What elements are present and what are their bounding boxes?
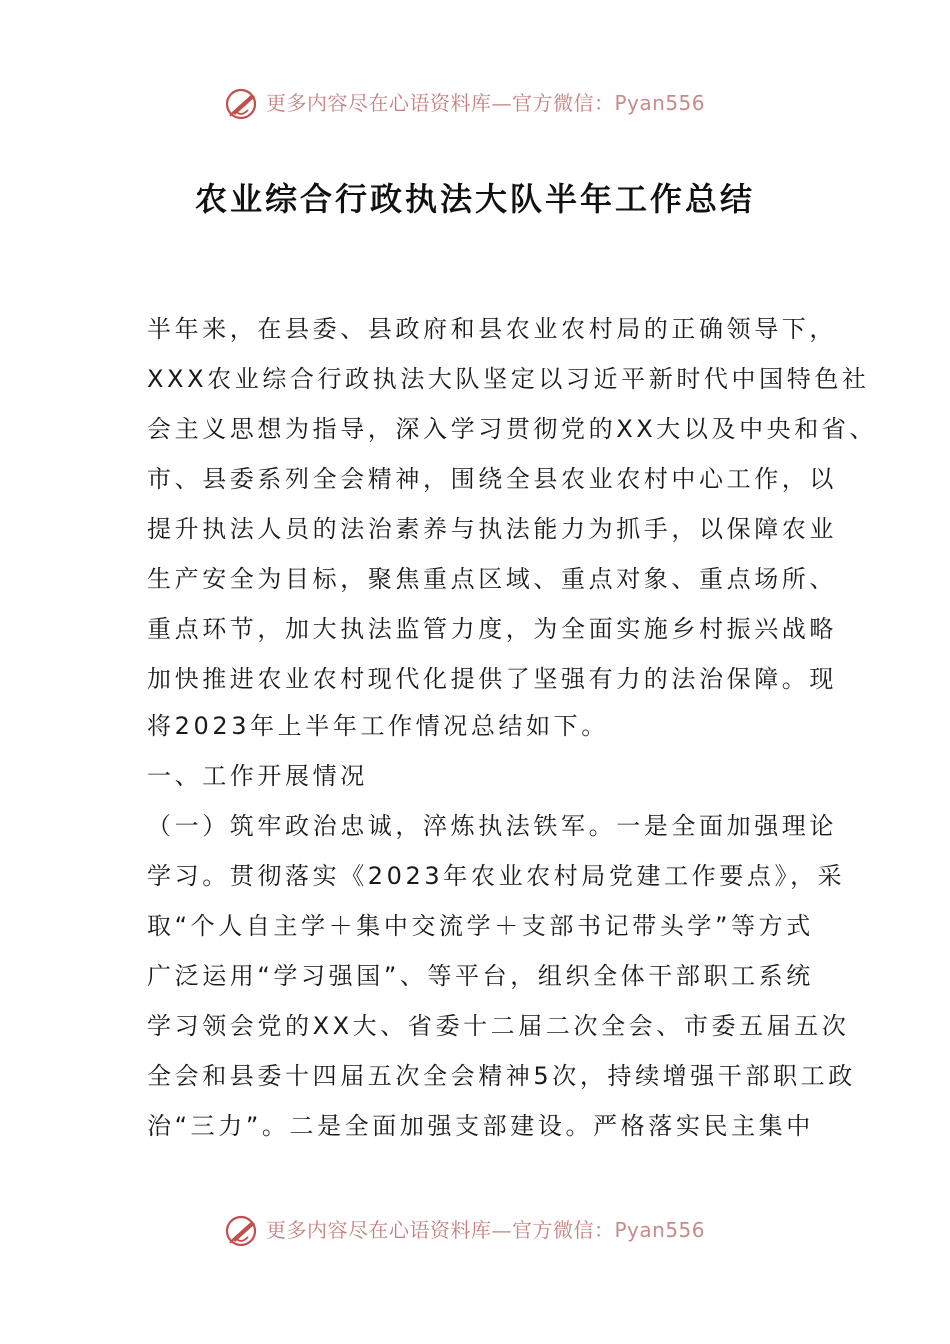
section-heading: 一、工作开展情况 — [147, 762, 368, 790]
body-line: 治“三力”。二是全面加强支部建设。严格落实民主集中 — [147, 1112, 814, 1140]
body-line: 市、县委系列全会精神，围绕全县农业农村中心工作，以 — [147, 465, 837, 493]
wechat-id: Pyan556 — [614, 91, 706, 115]
body-line: 将2023年上半年工作情况总结如下。 — [147, 712, 609, 740]
watermark-header — [0, 84, 950, 124]
watermark-text: 更多内容尽在心语资料库—官方微信：Pyan556 — [266, 1218, 706, 1242]
body-line: 学习。贯彻落实《2023年农业农村局党建工作要点》，采 — [147, 862, 846, 890]
body-line: 提升执法人员的法治素养与执法能力为抓手，以保障农业 — [147, 515, 837, 543]
body-line: 全会和县委十四届五次全会精神5次，持续增强干部职工政 — [147, 1062, 856, 1090]
pen-logo-icon — [224, 1213, 262, 1249]
wechat-id: Pyan556 — [614, 1218, 706, 1242]
body-line: 取“个人自主学＋集中交流学＋支部书记带头学”等方式 — [147, 912, 814, 940]
body-line: 重点环节，加大执法监管力度，为全面实施乡村振兴战略 — [147, 615, 837, 643]
body-line: 广泛运用“学习强国”、等平台，组织全体干部职工系统 — [147, 962, 814, 990]
body-line: 生产安全为目标，聚焦重点区域、重点对象、重点场所、 — [147, 565, 837, 593]
pen-logo-icon — [224, 86, 262, 122]
document-title: 农业综合行政执法大队半年工作总结 — [194, 180, 755, 218]
body-line: XXX农业综合行政执法大队坚定以习近平新时代中国特色社 — [147, 365, 870, 393]
watermark-text: 更多内容尽在心语资料库—官方微信：Pyan556 — [266, 91, 706, 115]
body-line: 半年来，在县委、县政府和县农业农村局的正确领导下， — [147, 315, 837, 343]
body-line: 加快推进农业农村现代化提供了坚强有力的法治保障。现 — [147, 665, 837, 693]
body-line: 会主义思想为指导，深入学习贯彻党的XX大以及中央和省、 — [147, 415, 878, 443]
watermark-footer — [0, 1211, 950, 1251]
body-line: （一）筑牢政治忠诚，淬炼执法铁军。一是全面加强理论 — [147, 812, 837, 840]
body-line: 学习领会党的XX大、省委十二届二次全会、市委五届五次 — [147, 1012, 850, 1040]
